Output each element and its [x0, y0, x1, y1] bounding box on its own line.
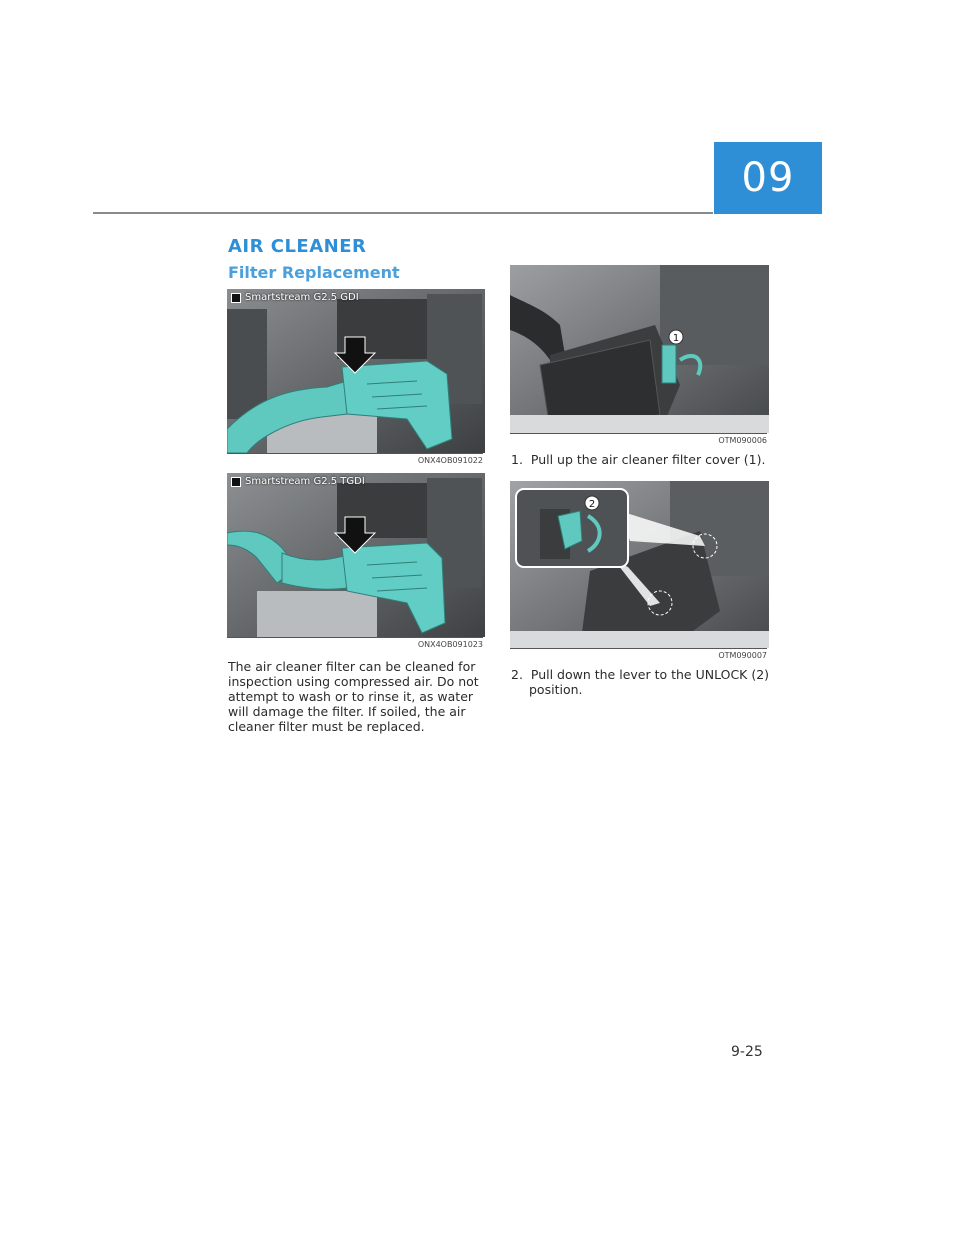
- figure-label-tgdi-text: Smartstream G2.5 TGDI: [245, 476, 365, 487]
- figure-code-step1: OTM090006: [510, 433, 767, 448]
- engine-photo-gdi: [227, 289, 485, 453]
- figure-label-tgdi: [231, 476, 365, 487]
- filter-cover-photo: [510, 265, 769, 433]
- chapter-tab: 09: [714, 142, 822, 214]
- step-2: 2. Pull down the lever to the UNLOCK (2) position.: [511, 667, 770, 697]
- figure-code-gdi: ONX4OB091022: [227, 453, 483, 468]
- square-bullet-icon: [231, 293, 241, 303]
- body-paragraph: The air cleaner filter can be cleaned for inspection using compressed air. Do not attempt to wash or to rinse it, as water will damage the filter. If soiled, the air cleaner filter must be replaced.: [228, 659, 479, 734]
- page-number: 9-25: [731, 1044, 763, 1060]
- figure-label-gdi: [231, 292, 359, 303]
- section-title: AIR CLEANER: [228, 236, 367, 257]
- figure-code-tgdi: ONX4OB091023: [227, 637, 483, 652]
- engine-photo-tgdi: [227, 473, 485, 637]
- figure-code-step2: OTM090007: [510, 648, 767, 663]
- marker-1: 1: [672, 333, 680, 344]
- figure-label-gdi-text: Smartstream G2.5 GDI: [245, 292, 359, 303]
- unlock-lever-photo: [510, 481, 769, 648]
- marker-2: 2: [588, 499, 596, 510]
- subsection-title: Filter Replacement: [228, 263, 400, 282]
- header-rule: [93, 212, 713, 214]
- square-bullet-icon: [231, 477, 241, 487]
- step-1: 1. Pull up the air cleaner filter cover (1).: [511, 452, 766, 467]
